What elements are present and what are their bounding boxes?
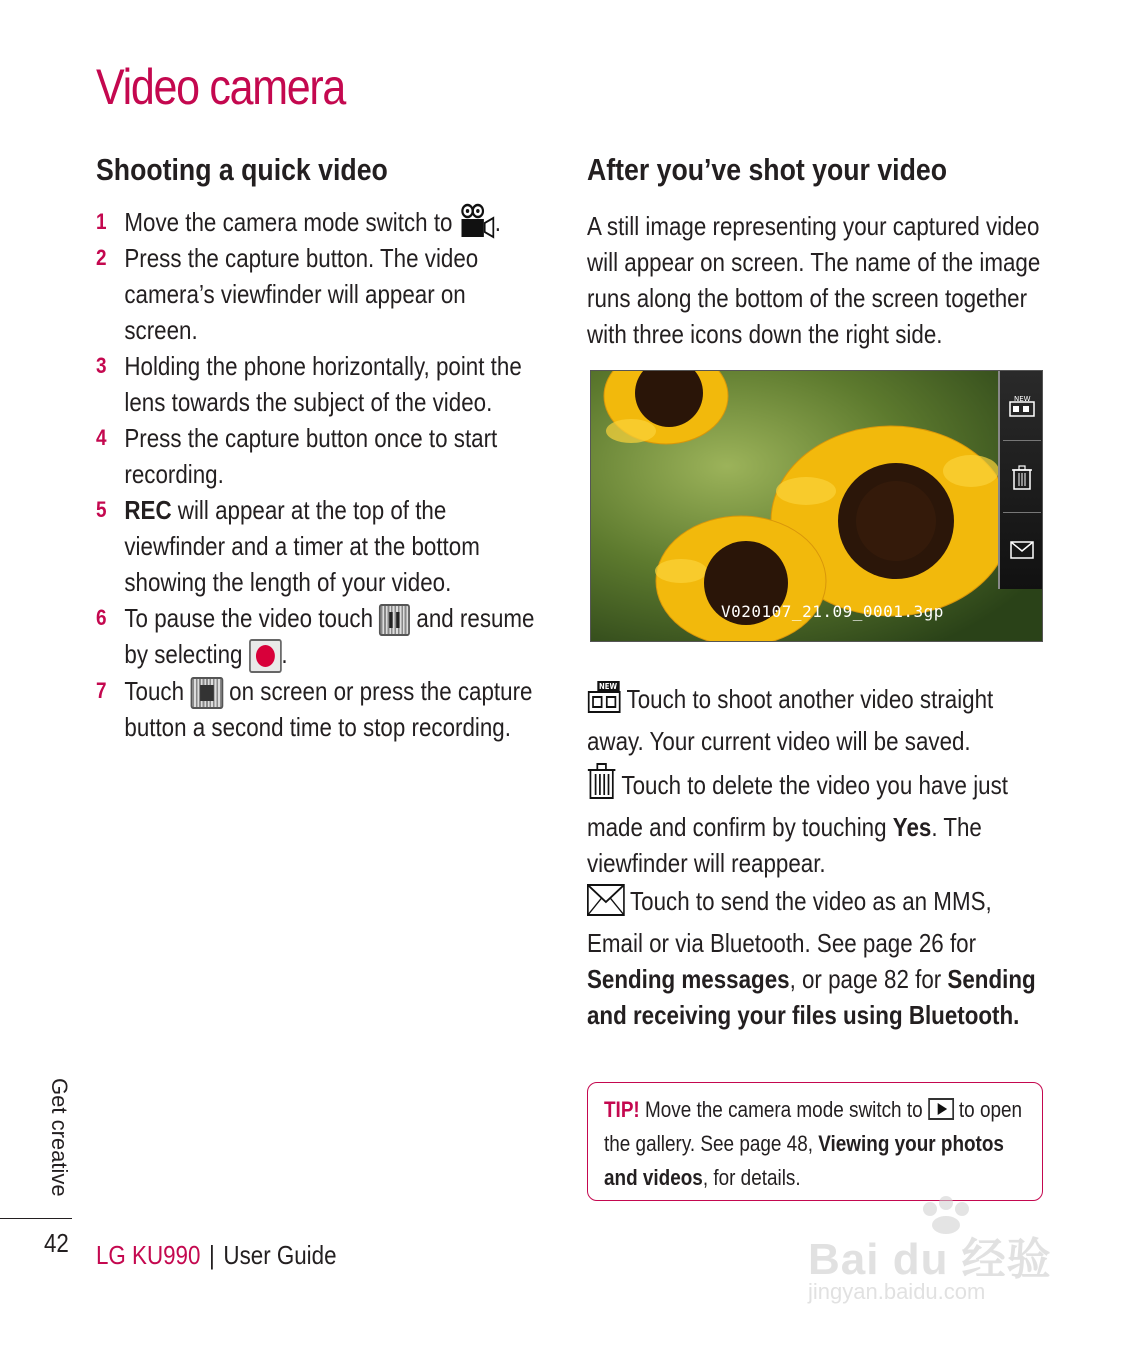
desc-delete-video [587,762,1134,881]
watermark-url: jingyan.baidu.com [808,1279,986,1304]
steps-list [96,204,556,745]
desc-send-video [587,883,1134,1033]
rec-label: REC [124,495,172,525]
link-sending-messages: Sending messages [587,964,790,994]
envelope-icon [587,884,625,925]
svg-text:NEW: NEW [1014,394,1031,403]
step-number: 2 [96,245,107,270]
step-text-end: . [281,639,288,670]
step-item [96,240,543,348]
step-item [96,204,543,240]
step-text: Press the capture button once to start recording. [124,423,498,489]
step-number: 6 [96,605,107,630]
desc-send-text-mid: , or page 82 for [789,964,948,994]
step-number: 1 [96,209,107,234]
record-icon [249,639,282,673]
footer-separator: | [209,1240,215,1270]
tip-text-mid: to open the gallery. See page 48, [604,1097,1023,1156]
step-number: 7 [96,678,107,704]
video-camera-icon [459,203,495,239]
section-heading-after: After you’ve shot your video [587,152,947,187]
step-text: Press the capture button. The video camera’s viewfinder will appear on screen. [124,243,479,345]
desc-send-text: Touch to send the video as an MMS, Email or via Bluetooth. See page 26 for [587,886,992,958]
step-text-mid: and resume by selecting [124,603,535,670]
preview-side-bar [998,371,1042,589]
left-column [96,150,556,745]
step-item [96,348,543,420]
desc-new-text: Touch to shoot another video straight away. Your current video will be saved. [587,684,994,756]
tip-box [587,1082,1043,1201]
tip-link: Viewing your photos and videos [604,1131,1004,1190]
step-number: 3 [96,353,107,378]
desc-delete-text: Touch to delete the video you have just made and confirm by touching [587,770,1008,842]
trash-icon [587,762,616,809]
stop-icon [190,677,223,709]
page-title: Video camera [96,59,346,115]
footer-guide: User Guide [223,1240,337,1270]
side-tab [48,1078,78,1203]
footer-brand: LG KU990 [96,1240,201,1270]
watermark [800,1195,1075,1315]
yes-label: Yes [892,812,932,842]
step-text: Holding the phone horizontally, point the lens towards the subject of the video. [124,351,522,417]
new-video-button[interactable] [1003,371,1041,441]
step-text: Move the camera mode switch to [124,207,453,237]
desc-delete-text-end: . The viewfinder will reappear. [587,812,982,878]
tip-text-end: , for details. [702,1165,801,1190]
side-tab-label: Get creative [47,1078,72,1197]
desc-new-video [587,680,1134,759]
footer-divider [0,1218,72,1219]
step-text: Touch [124,676,185,707]
delete-video-button[interactable] [1003,443,1041,513]
step-number: 5 [96,497,107,522]
step-text: will appear at the top of the viewfinder and a timer at the bottom showing the length of your video. [124,495,480,597]
page-number: 42 [44,1228,69,1258]
video-filename: V020107_21.09_0001.3gp [721,602,944,621]
step-item [96,673,543,745]
step-text: To pause the video touch [124,603,374,633]
step-item [96,420,543,492]
send-video-button[interactable] [1003,515,1041,585]
step-number: 4 [96,425,107,450]
step-item [96,492,543,600]
step-text-end: on screen or press the capture button a second time to stop recording. [124,676,533,743]
section-heading-shooting: Shooting a quick video [96,152,388,187]
footer [96,1240,337,1271]
pause-icon [379,604,410,636]
video-preview-screen [590,370,1043,642]
link-bluetooth: Sending and receiving your files using Bluetooth. [587,964,1036,1030]
step-item [96,600,543,673]
svg-text:NEW: NEW [599,681,618,692]
step-text-end: . [494,207,502,237]
new-video-icon [587,680,621,723]
play-icon [928,1098,954,1120]
tip-label: TIP! [604,1097,640,1122]
right-column [587,150,1047,352]
watermark-text: Bai du 经验 [808,1235,1052,1284]
tip-text: Move the camera mode switch to [639,1097,928,1122]
intro-paragraph: A still image representing your captured video will appear on screen. The name of the image runs along the bottom of the screen together with three icons down the right side. [587,211,1041,349]
